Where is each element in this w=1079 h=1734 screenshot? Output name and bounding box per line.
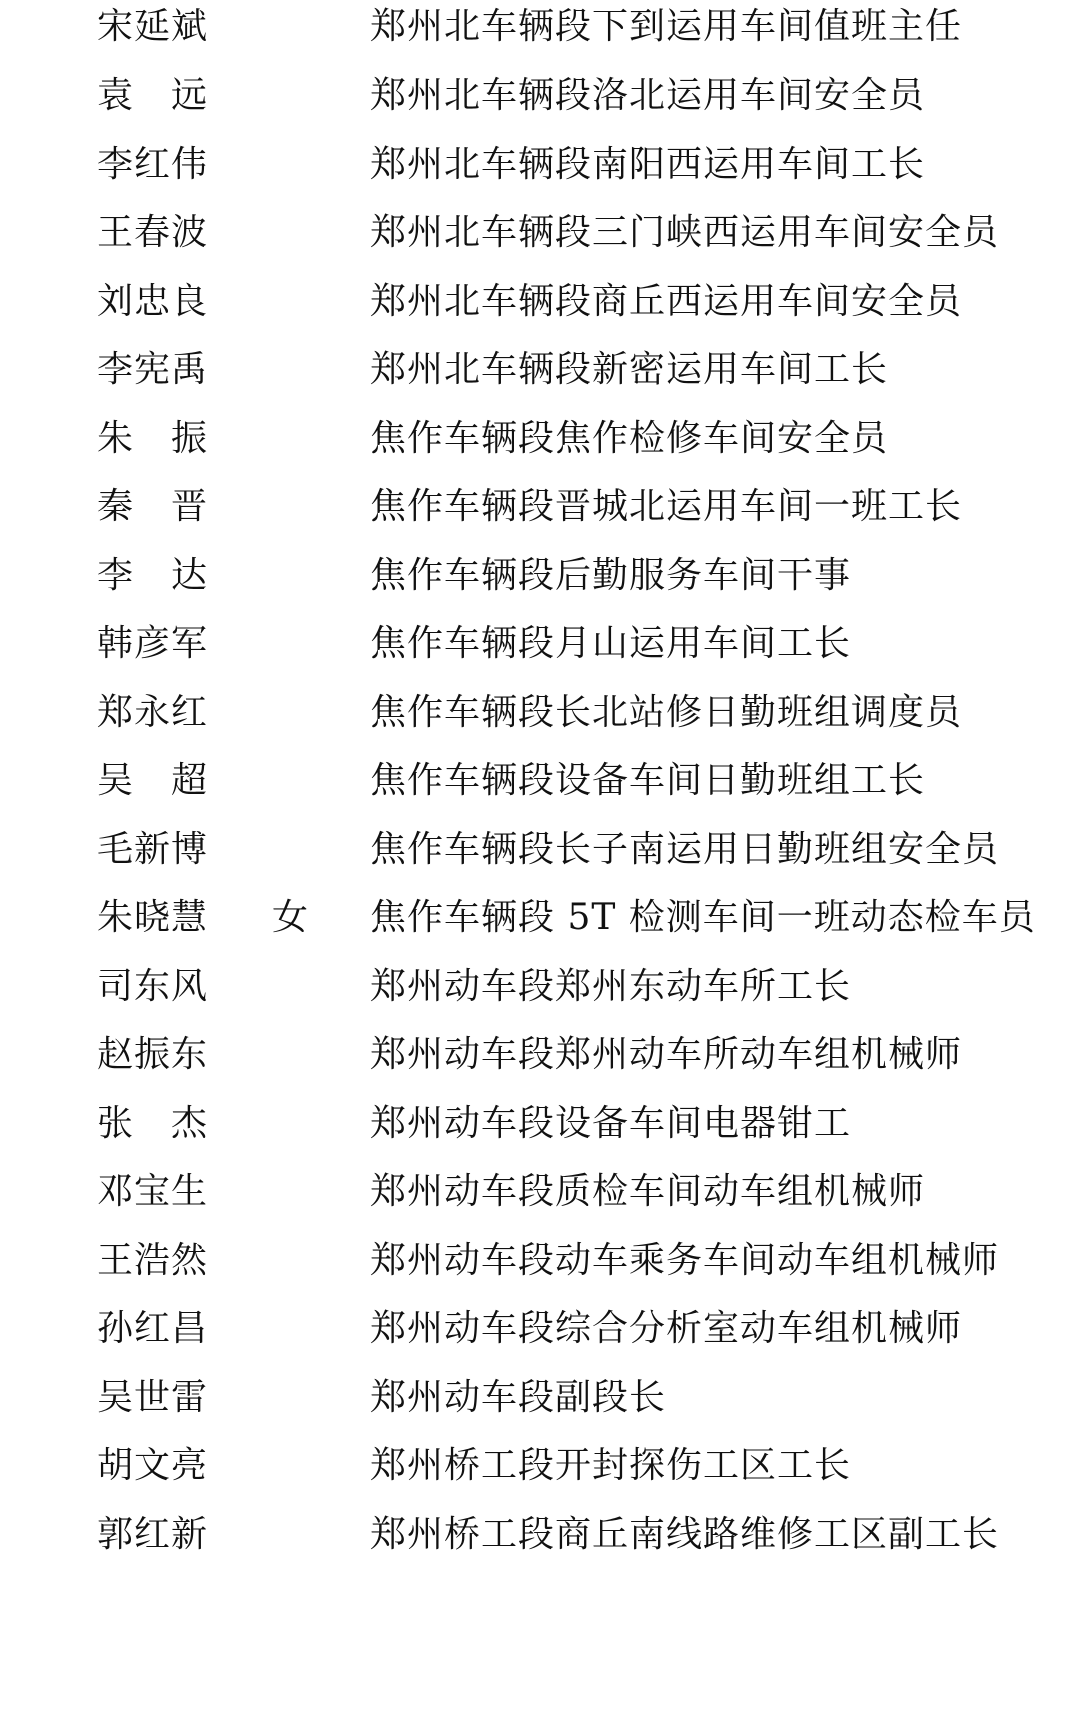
- person-position: 郑州北车辆段商丘西运用车间安全员: [370, 281, 963, 322]
- person-position: 焦作车辆段长北站修日勤班组调度员: [370, 692, 963, 733]
- person-gender: [272, 0, 332, 57]
- person-name: 袁远: [97, 75, 246, 116]
- person-position: 郑州北车辆段下到运用车间值班主任: [370, 6, 963, 47]
- list-item: [0, 1299, 1079, 1359]
- person-gender: [272, 477, 332, 537]
- person-name: 吴超: [97, 760, 246, 801]
- list-item: [0, 135, 1079, 195]
- person-name: 宋延斌: [97, 6, 209, 47]
- person-name: 秦晋: [97, 486, 246, 527]
- person-name: 赵振东: [97, 1034, 209, 1075]
- person-position: 郑州北车辆段新密运用车间工长: [370, 349, 889, 390]
- person-name: 邓宝生: [97, 1171, 209, 1212]
- person-name: 韩彦军: [97, 623, 209, 664]
- list-item: [0, 614, 1079, 674]
- person-position: 郑州动车段动车乘务车间动车组机械师: [370, 1240, 1000, 1281]
- person-position: 郑州桥工段商丘南线路维修工区副工长: [370, 1514, 1000, 1555]
- person-gender: [272, 135, 332, 195]
- person-gender: [272, 820, 332, 880]
- person-name: 朱振: [97, 418, 246, 459]
- person-position: 郑州北车辆段洛北运用车间安全员: [370, 75, 926, 116]
- person-gender: [272, 1368, 332, 1428]
- person-gender: [272, 1505, 332, 1565]
- list-item: [0, 477, 1079, 537]
- list-item: [0, 1094, 1079, 1154]
- person-position: 郑州桥工段开封探伤工区工长: [370, 1445, 852, 1486]
- list-item: [0, 1162, 1079, 1222]
- list-item: [0, 820, 1079, 880]
- person-gender: [272, 1299, 332, 1359]
- list-item: [0, 203, 1079, 263]
- list-item: [0, 340, 1079, 400]
- person-name: 朱晓慧: [97, 897, 209, 938]
- person-name: 王春波: [97, 212, 209, 253]
- person-gender: [272, 409, 332, 469]
- list-item: [0, 751, 1079, 811]
- list-item: [0, 546, 1079, 606]
- person-position: 焦作车辆段后勤服务车间干事: [370, 555, 852, 596]
- person-name: 郭红新: [97, 1514, 209, 1555]
- person-position: 焦作车辆段焦作检修车间安全员: [370, 418, 889, 459]
- list-item: [0, 1231, 1079, 1291]
- list-item: [0, 1436, 1079, 1496]
- person-position: 焦作车辆段设备车间日勤班组工长: [370, 760, 926, 801]
- person-gender: [272, 66, 332, 126]
- list-item: [0, 409, 1079, 469]
- person-gender: [272, 1025, 332, 1085]
- person-gender: [272, 614, 332, 674]
- person-position: 焦作车辆段月山运用车间工长: [370, 623, 852, 664]
- person-gender: [272, 546, 332, 606]
- person-gender: [272, 1231, 332, 1291]
- person-gender: [272, 751, 332, 811]
- list-item: [0, 1025, 1079, 1085]
- person-gender: [272, 957, 332, 1017]
- person-position: 郑州动车段设备车间电器钳工: [370, 1103, 852, 1144]
- list-item: [0, 272, 1079, 332]
- person-gender: 女: [272, 897, 310, 938]
- person-name: 胡文亮: [97, 1445, 209, 1486]
- person-position: 郑州动车段综合分析室动车组机械师: [370, 1308, 963, 1349]
- person-gender: [272, 340, 332, 400]
- person-position: 焦作车辆段长子南运用日勤班组安全员: [370, 829, 1000, 870]
- list-item: [0, 683, 1079, 743]
- person-position: 郑州动车段郑州东动车所工长: [370, 966, 852, 1007]
- person-gender: [272, 683, 332, 743]
- person-gender: [272, 1436, 332, 1496]
- person-gender: [272, 272, 332, 332]
- person-position: 郑州北车辆段南阳西运用车间工长: [370, 144, 926, 185]
- person-position: 郑州北车辆段三门峡西运用车间安全员: [370, 212, 1000, 253]
- person-name: 李宪禹: [97, 349, 209, 390]
- person-position: 焦作车辆段 5T 检测车间一班动态检车员: [370, 897, 1036, 938]
- person-name: 张杰: [97, 1103, 246, 1144]
- list-item: [0, 1505, 1079, 1565]
- person-name: 郑永红: [97, 692, 209, 733]
- person-position: 焦作车辆段晋城北运用车间一班工长: [370, 486, 963, 527]
- person-name: 李达: [97, 555, 246, 596]
- list-item: [0, 66, 1079, 126]
- person-name: 吴世雷: [97, 1377, 209, 1418]
- person-name: 刘忠良: [97, 281, 209, 322]
- person-position: 郑州动车段副段长: [370, 1377, 667, 1418]
- list-item: [0, 1368, 1079, 1428]
- person-gender: [272, 1162, 332, 1222]
- list-item: [0, 957, 1079, 1017]
- person-gender: [272, 1094, 332, 1154]
- person-position: 郑州动车段郑州动车所动车组机械师: [370, 1034, 963, 1075]
- person-name: 李红伟: [97, 144, 209, 185]
- person-name: 王浩然: [97, 1240, 209, 1281]
- person-name: 毛新博: [97, 829, 209, 870]
- person-name: 司东风: [97, 966, 209, 1007]
- person-name: 孙红昌: [97, 1308, 209, 1349]
- list-item: [0, 888, 1079, 948]
- person-position: 郑州动车段质检车间动车组机械师: [370, 1171, 926, 1212]
- person-gender: [272, 203, 332, 263]
- list-item: [0, 0, 1079, 57]
